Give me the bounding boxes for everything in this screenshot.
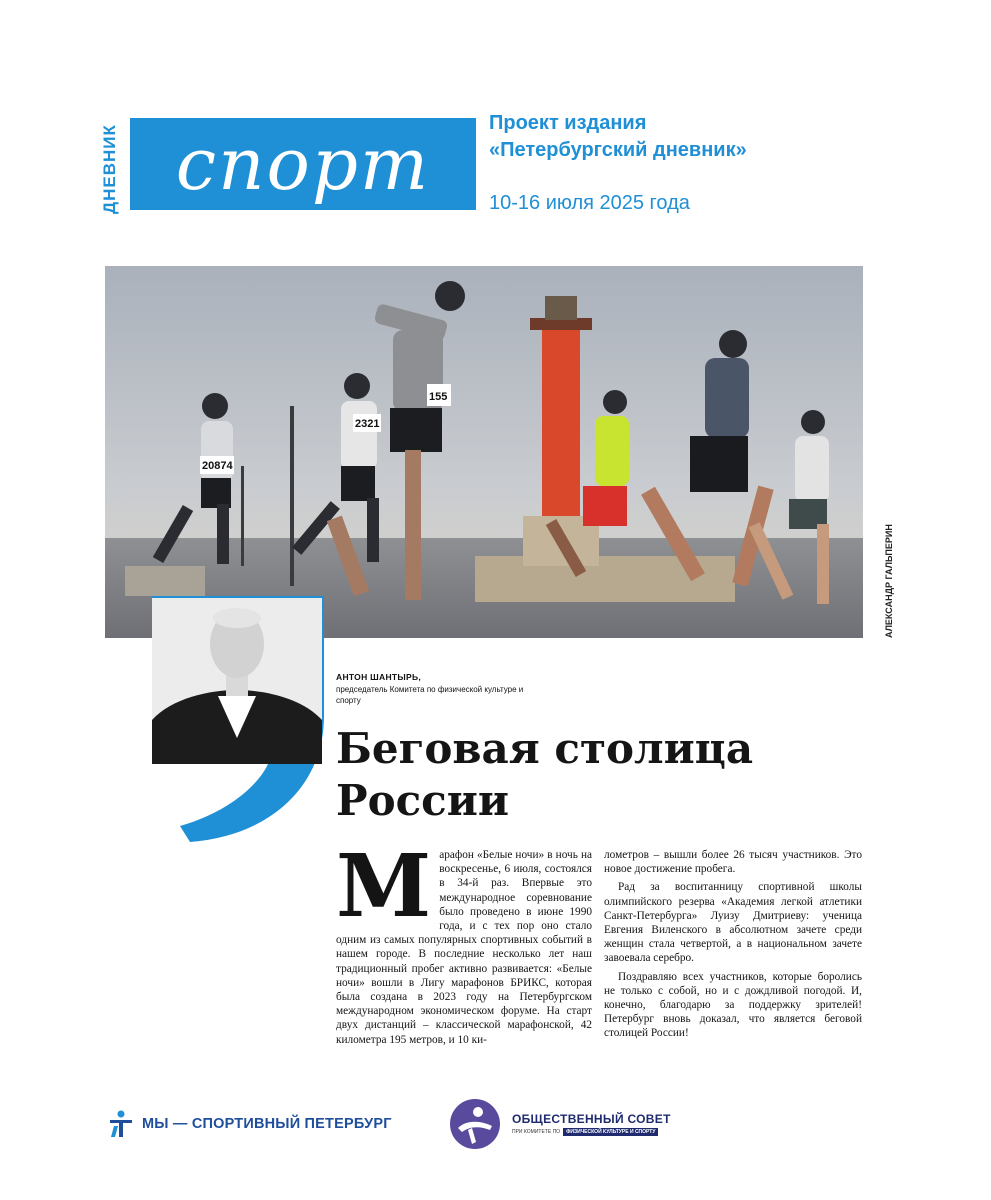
headline xyxy=(336,723,836,827)
council-title: ОБЩЕСТВЕННЫЙ СОВЕТ xyxy=(512,1112,671,1126)
article-column-2 xyxy=(604,848,862,1041)
masthead-vertical-word-text: ДНЕВНИК xyxy=(100,124,119,214)
col1-paragraph-1: арафон «Белые ночи» в ночь на воскресенье, 6 июля, состоялся в 34-й раз. Впервые это международное соревнование было проведено в июне 1990 года, и с тех пор оно стало одним из самых популярных спортивных событий в нашем городе. В последние несколько лет наш традиционный пробег активно развивается: «Белые ночи» вошли в Лигу марафонов БРИКС, которая была создана в 2023 году на Петербургском международном экономическом форуме. На старт двух дистанций – классической марафонской, 42 километра 195 метров, и 10 ки- xyxy=(336,849,592,1046)
col2-paragraph-1: лометров – вышли более 26 тысяч участников. Это новое достижение пробега. xyxy=(604,849,862,876)
photo-credit-text: АЛЕКСАНДР ГАЛЬПЕРИН xyxy=(884,524,894,638)
council-sub-tag: ФИЗИЧЕСКОЙ КУЛЬТУРЕ И СПОРТУ xyxy=(563,1128,658,1136)
bib-3: 155 xyxy=(429,391,448,403)
footer-council xyxy=(446,1098,671,1150)
author-role: председатель Комитета по физической культуре и спорту xyxy=(336,685,524,705)
council-logo-icon xyxy=(446,1098,504,1150)
dropcap: М xyxy=(336,836,432,937)
sport-logo-word: спорт xyxy=(175,122,431,206)
headline-line-1: Беговая столица xyxy=(336,724,754,773)
bib-2: 2321 xyxy=(355,418,380,430)
project-line-2: «Петербургский дневник» xyxy=(489,139,747,161)
marathon-photo xyxy=(105,266,863,638)
council-subtitle xyxy=(512,1128,671,1136)
council-sub-prefix: ПРИ КОМИТЕТЕ ПО xyxy=(512,1129,561,1135)
headline-line-2: России xyxy=(336,776,510,825)
sport-logo xyxy=(130,118,476,210)
author-portrait xyxy=(152,598,322,764)
bib-1: 20874 xyxy=(202,460,233,472)
col2-paragraph-2: Рад за воспитанницу спортивной школы олимпийского резерва «Академия легкой атлетики Санкт-Петербурга» Луизу Дмитриеву: ученица Евгения Виленского в абсолютном зачете среди женщин стала четвертой, а в национальном зачете завоевала серебро. xyxy=(604,881,862,965)
footer-sport-spb xyxy=(106,1110,392,1138)
runner-logo-icon xyxy=(106,1110,136,1138)
article-column-1 xyxy=(336,836,592,1047)
photo-credit xyxy=(872,510,894,638)
rostral-column xyxy=(542,326,580,526)
masthead-vertical-word xyxy=(96,120,126,214)
col2-paragraph-3: Поздравляю всех участников, которые боролись не только с собой, но и с дождливой погодой. И, конечно, благодарю за поддержку зрителей! Петербург вновь доказал, что является беговой столицей России! xyxy=(604,970,862,1040)
author-name: АНТОН ШАНТЫРЬ, xyxy=(336,672,422,682)
issue-date: 10-16 июля 2025 года xyxy=(489,192,690,214)
project-line-1: Проект издания xyxy=(489,112,647,134)
footer-left-text: МЫ — СПОРТИВНЫЙ ПЕТЕРБУРГ xyxy=(142,1116,392,1132)
